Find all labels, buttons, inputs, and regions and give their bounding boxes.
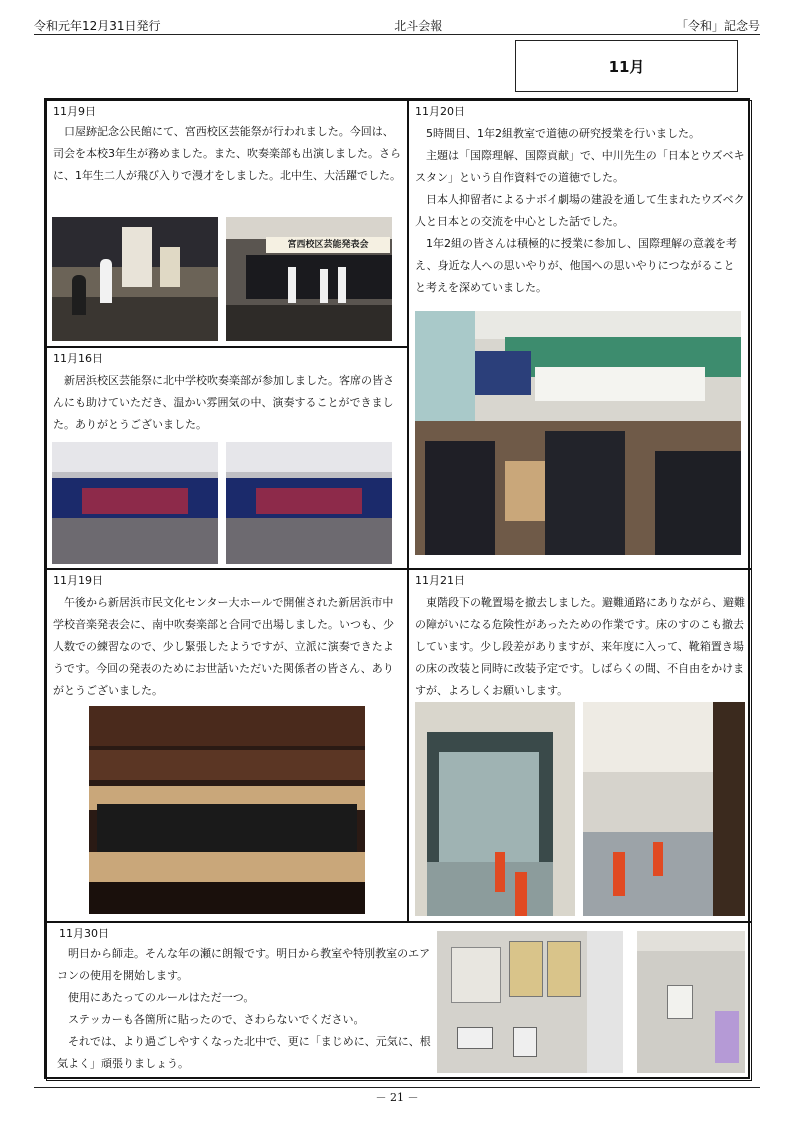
article-date: 11月21日 [415,574,465,587]
event-banner: 宮西校区芸能発表会 [266,237,390,253]
article-date: 11月20日 [415,105,465,118]
article-nov21 [408,569,752,922]
page-number: － 21 － [375,1091,419,1104]
page-header [34,16,760,34]
footer-divider [34,1087,760,1088]
paragraph-1: 5時間目、1年2組教室で道徳の研究授業を行いました。 [426,127,700,140]
article-date: 11月9日 [53,105,96,118]
paragraph-1: 明日から師走。そんな年の瀬に朗報です。明日から教室や特別教室のエアコンの使用を開始します。 [57,947,431,982]
article-nov16 [46,347,408,569]
month-title: 11月 [608,57,645,76]
article-text [415,123,745,299]
article-date: 11月30日 [59,927,109,940]
paragraph-4: それでは、より過ごしやすくなった北中で、更に「まじめに、元気に、根気よく」頑張りましょう。 [57,1035,431,1070]
paragraph-4: 1年2組の皆さんは積極的に授業に参加し、国際理解の意義を考え、身近な人への思いやりが、他国への思いやりにつながることと考えを深めていました。 [415,237,737,294]
photo-classroom-lesson [415,311,741,555]
paragraph-2: 主題は「国際理解、国際貢献」で、中川先生の「日本とウズベキスタン」という自作資料での道徳でした。 [415,149,745,184]
article-text [57,943,433,1075]
photo-shoe-area-removed [583,702,745,916]
article-nov19 [46,569,408,922]
photo-band-concert-right [226,442,392,564]
photo-community-hall-stage [52,217,218,341]
article-text: 東階段下の靴置場を撤去しました。避難通路にありながら、避難の障がいになる危険性があったための作業です。床のすのこも撤去しています。少し段差がありますが、来年度に入って、靴箱置き場の床の改装と同時に改装予定です。しばらくの間、不自由をかけますが、よろしくお願いします。 [415,596,745,697]
photo-aircon-controls [437,931,623,1073]
issue-date: 令和元年12月31日発行 [34,18,161,33]
article-nov30 [46,922,752,1081]
photo-band-concert-left [52,442,218,564]
paragraph-3: 日本人抑留者によるナボイ劇場の建設を通して生まれたウズベク人と日本との交流を中心とした話でした。 [415,193,745,228]
photo-music-festival-stage [89,706,365,914]
photo-performance-banner [226,217,392,341]
photo-aircon-controller-wall [637,931,745,1073]
article-text: 午後から新居浜市民文化センター大ホールで開催された新居浜市中学校音楽発表会に、南中吹奏楽部と合同で出場しました。いつも、少人数での練習なので、少し緊張したようですが、立派に演奏できたようです。今回の発表のためにお世話いただいた関係者の皆さん、ありがとうございました。 [53,596,394,697]
header-divider [34,34,760,35]
article-text: 新居浜校区芸能祭に北中学校吹奏楽部が参加しました。客席の皆さんにも助けていただき、温かい雰囲気の中、演奏することができました。ありがとうございました。 [53,374,394,431]
article-nov20 [408,100,752,569]
issue-label: 「令和」記念号 [675,18,760,33]
article-date: 11月16日 [53,352,103,365]
article-nov9 [46,100,408,347]
paragraph-2: 使用にあたってのルールはただ一つ。 [68,991,255,1004]
articles-frame [44,98,750,1079]
article-text: 口屋跡記念公民館にて、宮西校区芸能祭が行われました。今回は、司会を本校3年生が務めました。また、吹奏楽部も出演しました。さらに、1年生二人が飛び入りで漫才をしました。北中生、大活躍でした。 [53,125,401,182]
paragraph-3: ステッカーも各箇所に貼ったので、さわらないでください。 [68,1013,365,1026]
newsletter-title: 北斗会報 [394,18,443,33]
article-date: 11月19日 [53,574,103,587]
month-title-box [515,40,738,92]
photo-hallway-doorway [415,702,575,916]
